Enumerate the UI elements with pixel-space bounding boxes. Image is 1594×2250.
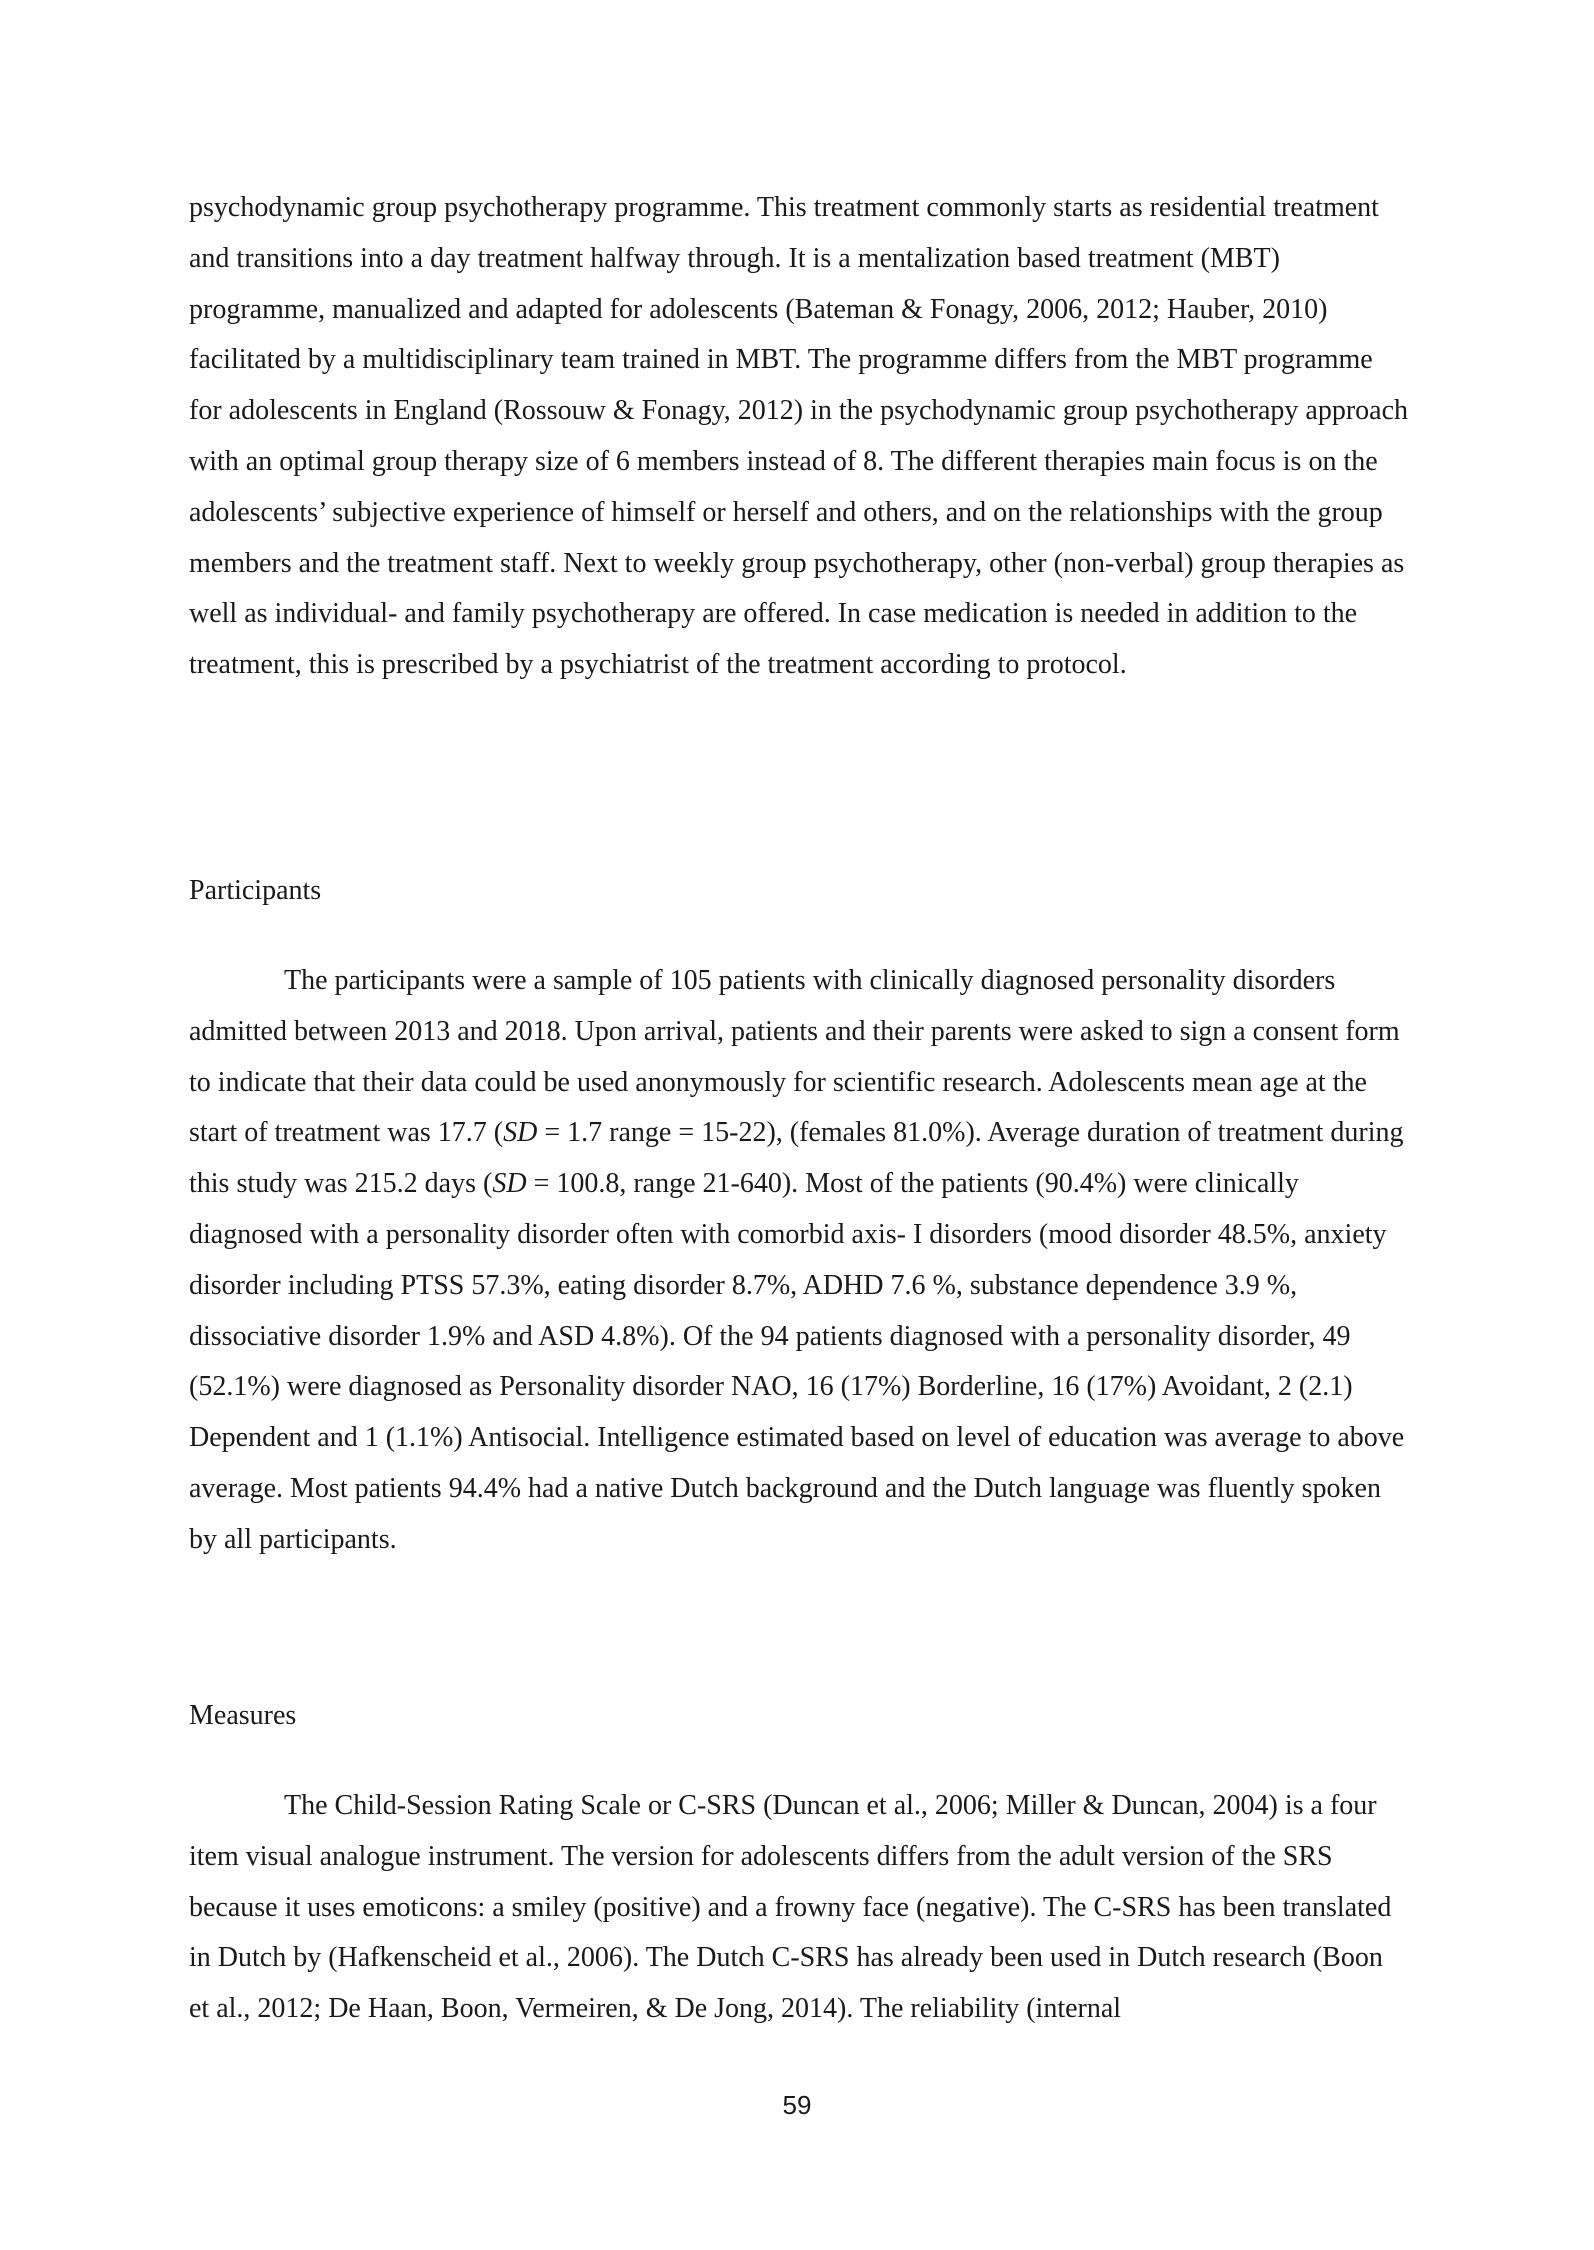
intro-paragraph: psychodynamic group psychotherapy programme. This treatment commonly starts as residential treatment and transitions into a day treatment halfway through. It is a mentalization based treatment (MBT) programme, manualized and adapted for adolescents (Bateman & Fonagy, 2006, 2012; Hauber, 2010) facilitated by a multidisciplinary team trained in MBT. The programme differs from the MBT programme for adolescents in England (Rossouw & Fonagy, 2012) in the psychodynamic group psychotherapy approach with an optimal group therapy size of 6 members instead of 8. The different therapies main focus is on the adolescents’ subjective experience of himself or herself and others, and on the relationships with the group members and the treatment staff. Next to weekly group psychotherapy, other (non-verbal) group therapies as well as individual- and family psychotherapy are offered. In case medication is needed in addition to the treatment, this is prescribed by a psychiatrist of the treatment according to protocol. (189, 192, 1409, 681)
measures-section (189, 1781, 1409, 2035)
measures-paragraph: The Child-Session Rating Scale or C-SRS (Duncan et al., 2006; Miller & Duncan, 2004) is a four item visual analogue instrument. The version for adolescents differs from the adult version of the SRS because it uses emoticons: a smiley (positive) and a frowny face (negative). The C-SRS has been translated in Dutch by (Hafkenscheid et al., 2006). The Dutch C-SRS has already been used in Dutch research (Boon et al., 2012; De Haan, Boon, Vermeiren, & De Jong, 2014). The reliability (internal (189, 1790, 1392, 2025)
page-number: 59 (782, 2090, 812, 2120)
sd-label-2: SD (492, 1168, 527, 1200)
participants-text-a: The participants were a sample of 105 patients with clinically diagnosed personality disorders admitted between 2013 and 2018. Upon arrival, patients and their parents were asked to sign a consent form to indicate that their data could be used anonymously for scientific research. Adolescents mean age at the start of treatment was 17.7 ( (189, 965, 1400, 1149)
intro-section (189, 183, 1409, 691)
sd-label-1: SD (503, 1117, 538, 1149)
participants-text-c: = 100.8, range 21-640). Most of the patients (90.4%) were clinically diagnosed with a personality disorder often with comorbid axis- I disorders (mood disorder 48.5%, anxiety disorder including PTSS 57.3%, eating disorder 8.7%, ADHD 7.6 %, substance dependence 3.9 %, dissociative disorder 1.9% and ASD 4.8%). Of the 94 patients diagnosed with a personality disorder, 49 (52.1%) were diagnosed as Personality disorder NAO, 16 (17%) Borderline, 16 (17%) Avoidant, 2 (2.1) Dependent and 1 (1.1%) Antisocial. Intelligence estimated based on level of education was average to above average. Most patients 94.4% had a native Dutch background and the Dutch language was fluently spoken by all participants. (189, 1168, 1405, 1555)
participants-paragraph (189, 956, 1409, 1566)
participants-section (189, 956, 1409, 1566)
measures-heading: Measures (189, 1700, 297, 1731)
participants-text-b: = 1.7 range = 15-22), (females 81.0%). Average duration of treatment during this study was 215.2 days ( (189, 1117, 1404, 1200)
participants-heading: Participants (189, 875, 322, 906)
